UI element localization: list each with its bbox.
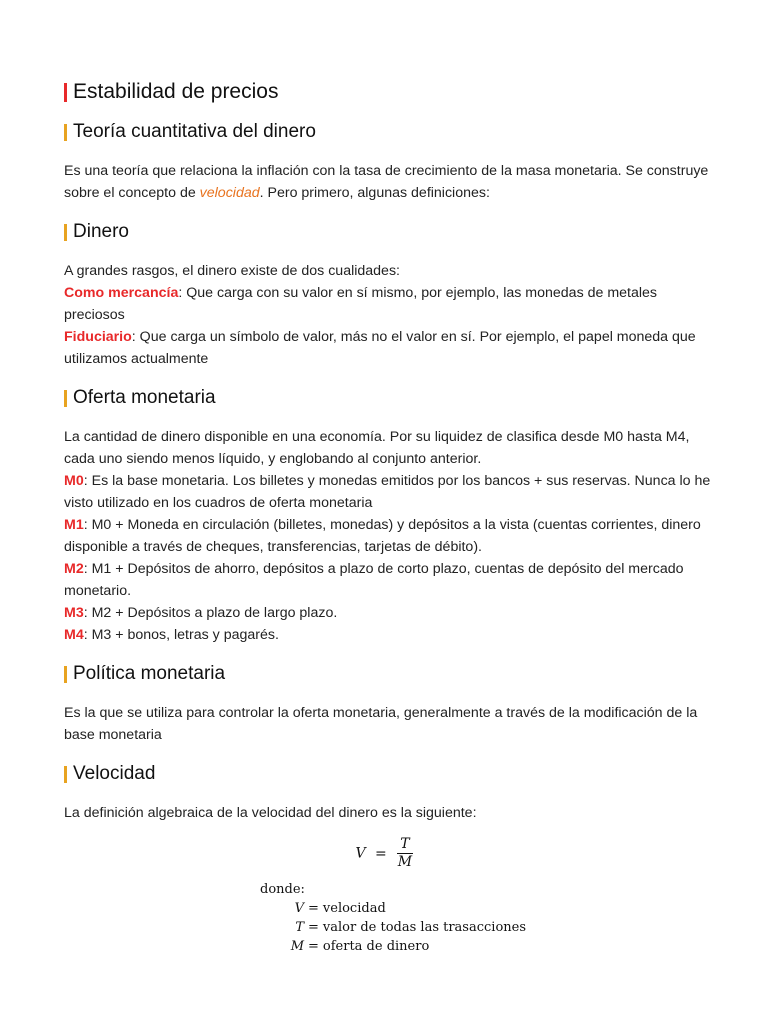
- definition-row: [288, 899, 526, 918]
- dinero-desc: : Que carga con su valor en sí mismo, por ejemplo, las monedas de metales preciosos: [64, 285, 658, 323]
- oferta-term: M2: [64, 561, 84, 577]
- definition-row: [288, 937, 526, 956]
- heading-accent-bar: [64, 390, 67, 407]
- teoria-text-a: Es una teoría que relaciona la inflación con la tasa de crecimiento de la masa monetaria. Se construye sobre el concepto de: [64, 163, 709, 201]
- heading-dinero-text: Dinero: [73, 221, 129, 242]
- heading-accent-bar: [64, 666, 67, 683]
- oferta-term: M4: [64, 627, 84, 643]
- definition-symbol: T: [295, 920, 304, 935]
- heading-accent-bar: [64, 124, 67, 141]
- velocity-formula: [64, 836, 704, 871]
- formula-equals: =: [375, 845, 387, 862]
- oferta-term: M1: [64, 517, 84, 533]
- oferta-item: [64, 470, 714, 514]
- page-title-text: Estabilidad de precios: [73, 80, 279, 103]
- oferta-item: [64, 602, 714, 624]
- heading-oferta: [64, 387, 714, 409]
- oferta-desc: : Es la base monetaria. Los billetes y monedas emitidos por los bancos + sus reservas. Nunca lo he visto utilizado en los cuadros de oferta monetaria: [64, 473, 711, 511]
- oferta-intro: La cantidad de dinero disponible en una economía. Por su liquidez de clasifica desde M0 hasta M4, cada uno siendo menos líquido, y englobando al conjunto anterior.: [64, 429, 690, 467]
- oferta-term: M0: [64, 473, 84, 489]
- definition-equals: =: [308, 901, 319, 916]
- heading-velocidad: [64, 763, 714, 785]
- dinero-term: Fiduciario: [64, 329, 132, 345]
- definition-symbol: M: [290, 939, 304, 954]
- section-politica: [64, 663, 714, 746]
- oferta-item: [64, 514, 714, 558]
- heading-teoria: [64, 121, 714, 143]
- formula-fraction: [397, 836, 412, 871]
- oferta-desc: : M0 + Moneda en circulación (billetes, monedas) y depósitos a la vista (cuentas corrientes, dinero disponible a través de cheques, transferencias, tarjetas de débito).: [64, 517, 701, 555]
- heading-oferta-text: Oferta monetaria: [73, 387, 216, 408]
- oferta-desc: : M3 + bonos, letras y pagarés.: [83, 627, 279, 643]
- politica-paragraph: Es la que se utiliza para controlar la oferta monetaria, generalmente a través de la modificación de la base monetaria: [64, 705, 698, 743]
- heading-politica-text: Política monetaria: [73, 663, 226, 684]
- velocidad-paragraph: La definición algebraica de la velocidad del dinero es la siguiente:: [64, 805, 477, 821]
- dinero-term: Como mercancía: [64, 285, 179, 301]
- teoria-text-b: . Pero primero, algunas definiciones:: [259, 185, 490, 201]
- heading-teoria-text: Teoría cuantitativa del dinero: [73, 121, 316, 142]
- heading-accent-bar: [64, 766, 67, 783]
- formula-lhs: V: [355, 845, 366, 862]
- heading-accent-bar: [64, 83, 67, 102]
- dinero-desc: : Que carga un símbolo de valor, más no el valor en sí. Por ejemplo, el papel moneda que utilizamos actualmente: [64, 329, 696, 367]
- definition-text: velocidad: [322, 901, 386, 916]
- section-oferta: [64, 387, 714, 646]
- oferta-desc: : M1 + Depósitos de ahorro, depósitos a plazo de corto plazo, cuentas de depósito del mercado monetario.: [64, 561, 684, 599]
- heading-accent-bar: [64, 224, 67, 241]
- where-label: donde:: [260, 882, 305, 897]
- section-teoria: [64, 121, 714, 204]
- dinero-item: [64, 326, 714, 370]
- definition-symbol: V: [294, 901, 304, 916]
- teoria-paragraph: [64, 160, 714, 204]
- formula-definitions: [260, 880, 526, 956]
- oferta-term: M3: [64, 605, 84, 621]
- dinero-intro: A grandes rasgos, el dinero existe de dos cualidades:: [64, 263, 400, 279]
- definition-list: [260, 899, 526, 956]
- definition-row: [288, 918, 526, 937]
- formula-denominator: M: [397, 854, 413, 870]
- definition-equals: =: [308, 920, 319, 935]
- definition-equals: =: [308, 939, 319, 954]
- definition-text: valor de todas las trasacciones: [322, 920, 527, 935]
- velocidad-link[interactable]: velocidad: [199, 185, 260, 201]
- heading-politica: [64, 663, 714, 685]
- definition-text: oferta de dinero: [322, 939, 430, 954]
- oferta-item: [64, 624, 714, 646]
- page-title: [64, 80, 278, 104]
- heading-velocidad-text: Velocidad: [73, 763, 156, 784]
- dinero-item: [64, 282, 714, 326]
- heading-dinero: [64, 221, 714, 243]
- formula-numerator: T: [397, 836, 412, 854]
- oferta-desc: : M2 + Depósitos a plazo de largo plazo.: [83, 605, 338, 621]
- section-dinero: [64, 221, 714, 370]
- oferta-item: [64, 558, 714, 602]
- section-velocidad: [64, 763, 714, 824]
